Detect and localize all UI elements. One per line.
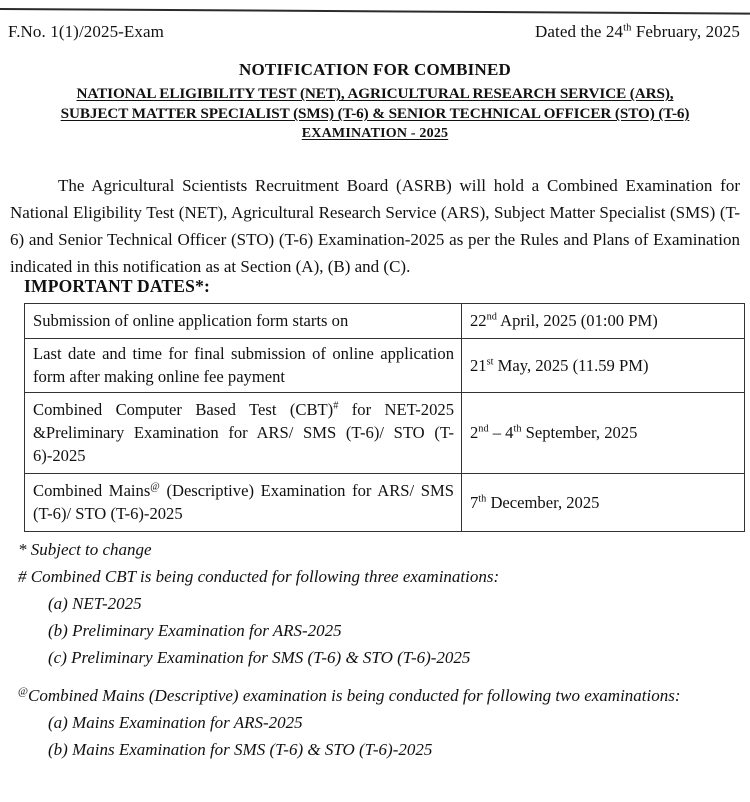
row-label-part-1: Combined Computer Based Test (CBT)	[33, 400, 334, 419]
value-rest: April, 2025 (01:00 PM)	[496, 311, 658, 330]
table-row	[25, 393, 745, 474]
row-label-part-2: (Descriptive) Examination for ARS/ SMS (T-6)/ STO (T-6)-2025	[33, 481, 454, 523]
page-top-rule	[0, 8, 750, 15]
row-label	[25, 393, 462, 474]
document-header	[8, 22, 740, 42]
row-value	[462, 393, 745, 474]
title-line-2	[0, 104, 750, 124]
value-rest: December, 2025	[486, 492, 600, 512]
list-item: (a) Mains Examination for ARS-2025	[48, 713, 303, 732]
notification-title-block	[0, 60, 750, 142]
title-line-3	[0, 126, 750, 142]
table-row	[25, 304, 745, 339]
value-rest: May, 2025 (11.59 PM)	[493, 355, 649, 375]
value-mid: – 4	[488, 423, 514, 442]
row-value	[462, 474, 745, 532]
date-suffix: February, 2025	[631, 22, 740, 41]
value-ordinal: st	[486, 355, 494, 367]
date-ordinal: th	[623, 22, 632, 34]
row-label-part-2: for NET-2025 &Preliminary Examination for ARS/ SMS (T-6)/ STO (T-6)-2025	[33, 400, 454, 465]
title-line-1	[0, 84, 750, 104]
hash-marker: #	[333, 400, 339, 412]
list-item: (b) Preliminary Examination for ARS-2025	[48, 621, 342, 640]
important-dates-heading: IMPORTANT DATES*:	[24, 276, 211, 296]
value-rest: September, 2025	[521, 423, 638, 442]
date-prefix: Dated the 24	[535, 22, 624, 41]
intro-paragraph: The Agricultural Scientists Recruitment Board (ASRB) will hold a Combined Examination for National Eligibility Test (NET), Agricultural Research Service (ARS), Subject Matter Specialist (SMS) (T-6) and Senior Technical Officer (STO) (T-6) Examination-2025 as per the Rules and Plans of Examination indicated in this notification as at Section (A), (B) and (C).	[10, 176, 740, 276]
value-number: 7	[470, 492, 479, 512]
row-label: Last date and time for final submission of online application form after making online fee payment	[25, 339, 462, 393]
value-ordinal: th	[478, 492, 487, 504]
at-marker-icon: @	[18, 685, 29, 698]
value-number: 22	[470, 311, 487, 330]
row-value	[462, 339, 745, 393]
footnote-at-text: Combined Mains (Descriptive) examination is being conducted for following two examinations:	[28, 686, 681, 705]
row-value	[462, 304, 745, 339]
value-number: 2	[470, 423, 479, 442]
table-row	[25, 339, 745, 393]
value-ordinal: nd	[486, 311, 497, 323]
value-ordinal: nd	[478, 423, 489, 435]
footnote-at	[18, 682, 744, 709]
at-marker: @	[150, 481, 160, 493]
title-line-1-text: NATIONAL ELIGIBILITY TEST (NET), AGRICULTURAL RESEARCH SERVICE (ARS),	[76, 85, 674, 102]
footnotes-primary	[18, 536, 744, 671]
value-number: 21	[470, 355, 487, 375]
table-row	[25, 474, 745, 532]
important-dates-table	[24, 303, 745, 532]
footnotes-secondary	[18, 682, 744, 763]
title-line-2-text: SUBJECT MATTER SPECIALIST (SMS) (T-6) & SENIOR TECHNICAL OFFICER (STO) (T-6)	[60, 105, 690, 122]
footnote-hash: # Combined CBT is being conducted for following three examinations:	[18, 567, 500, 586]
list-item: (c) Preliminary Examination for SMS (T-6) & STO (T-6)-2025	[48, 648, 471, 667]
document-date	[535, 22, 740, 42]
row-label-part-1: Combined Mains	[33, 481, 151, 500]
page-title: NOTIFICATION FOR COMBINED	[239, 60, 511, 79]
file-number: F.No. 1(1)/2025-Exam	[8, 22, 164, 41]
footnote-asterisk: * Subject to change	[18, 540, 152, 559]
title-line-3-text: EXAMINATION - 2025	[301, 126, 449, 141]
row-label	[25, 474, 462, 532]
list-item: (b) Mains Examination for SMS (T-6) & STO (T-6)-2025	[48, 740, 433, 759]
row-label: Submission of online application form starts on	[25, 304, 462, 339]
list-item: (a) NET-2025	[48, 594, 142, 613]
value-ordinal-2: th	[513, 423, 522, 435]
